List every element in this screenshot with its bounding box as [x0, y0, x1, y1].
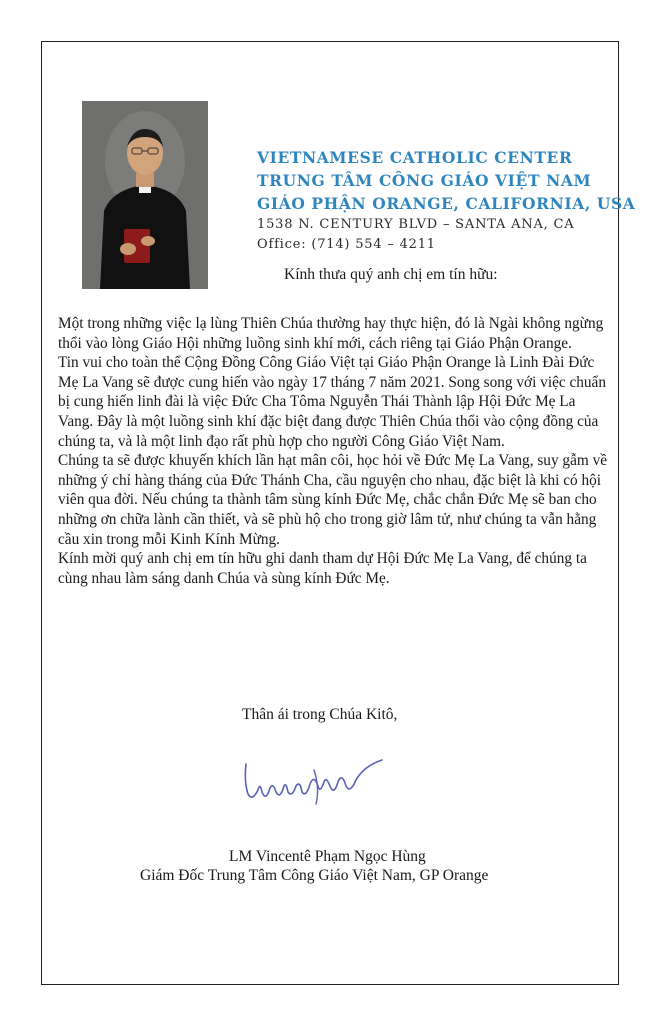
letter-paragraph: Tin vui cho toàn thể Cộng Đồng Công Giáo Việt tại Giáo Phận Orange là Linh Đài Đức Mẹ La Vang sẽ được cung hiến vào ngày 17 tháng 7 năm 2021. Song song với việc chuẩn bị cung hiến linh đài là việc Đức Cha Tôma Nguyễn Thái Thành lập Hội Đức Mẹ La Vang. Đây là một luồng sinh khí đặc biệt đang được Thiên Chúa thổi vào cộng đồng của chúng ta, và là một linh đạo rất phù hợp cho người Công Giáo Việt Nam.: [58, 354, 606, 450]
handwritten-signature: [240, 752, 390, 812]
street-address: 1538 N. CENTURY BLVD – SANTA ANA, CA: [257, 217, 575, 232]
letter-paragraph: Một trong những việc lạ lùng Thiên Chúa thường hay thực hiện, đó là Ngài không ngừng thổi vào lòng Giáo Hội những luồng sinh khí mới, cách riêng tại Giáo Phận Orange.: [58, 315, 604, 352]
letter-greeting: Kính thưa quý anh chị em tín hữu:: [284, 266, 498, 283]
organization-header: [257, 146, 636, 255]
diocese-name: GIÁO PHẬN ORANGE, CALIFORNIA, USA: [257, 194, 636, 213]
signatory-name: LM Vincentê Phạm Ngọc Hùng: [229, 848, 426, 865]
signatory-title: Giám Đốc Trung Tâm Công Giáo Việt Nam, GP Orange: [140, 867, 489, 884]
office-phone: Office: (714) 554 – 4211: [257, 237, 436, 252]
org-name-english: VIETNAMESE CATHOLIC CENTER: [257, 148, 573, 167]
letter-closing: Thân ái trong Chúa Kitô,: [242, 706, 398, 723]
letter-paragraph: Kính mời quý anh chị em tín hữu ghi danh tham dự Hội Đức Mẹ La Vang, để chúng ta cùng nhau làm sáng danh Chúa và sùng kính Đức Mẹ.: [58, 550, 587, 587]
org-name-vietnamese: TRUNG TÂM CÔNG GIÁO VIỆT NAM: [257, 171, 592, 190]
priest-portrait-photo: [82, 101, 208, 289]
letter-paragraph: Chúng ta sẽ được khuyến khích lần hạt mân côi, học hỏi về Đức Mẹ La Vang, suy gẫm về những ý chỉ hàng tháng của Đức Thánh Cha, cầu nguyện cho nhau, đặc biệt là khi có hội viên qua đời. Nếu chúng ta thành tâm sùng kính Đức Mẹ, chắc chắn Đức Mẹ sẽ ban cho những ơn chữa lành cần thiết, và sẽ phù hộ cho trong giờ lâm tử, như chúng ta vẫn hằng cầu xin trong mỗi Kinh Kính Mừng.: [58, 452, 608, 548]
letter-body: [58, 314, 614, 588]
